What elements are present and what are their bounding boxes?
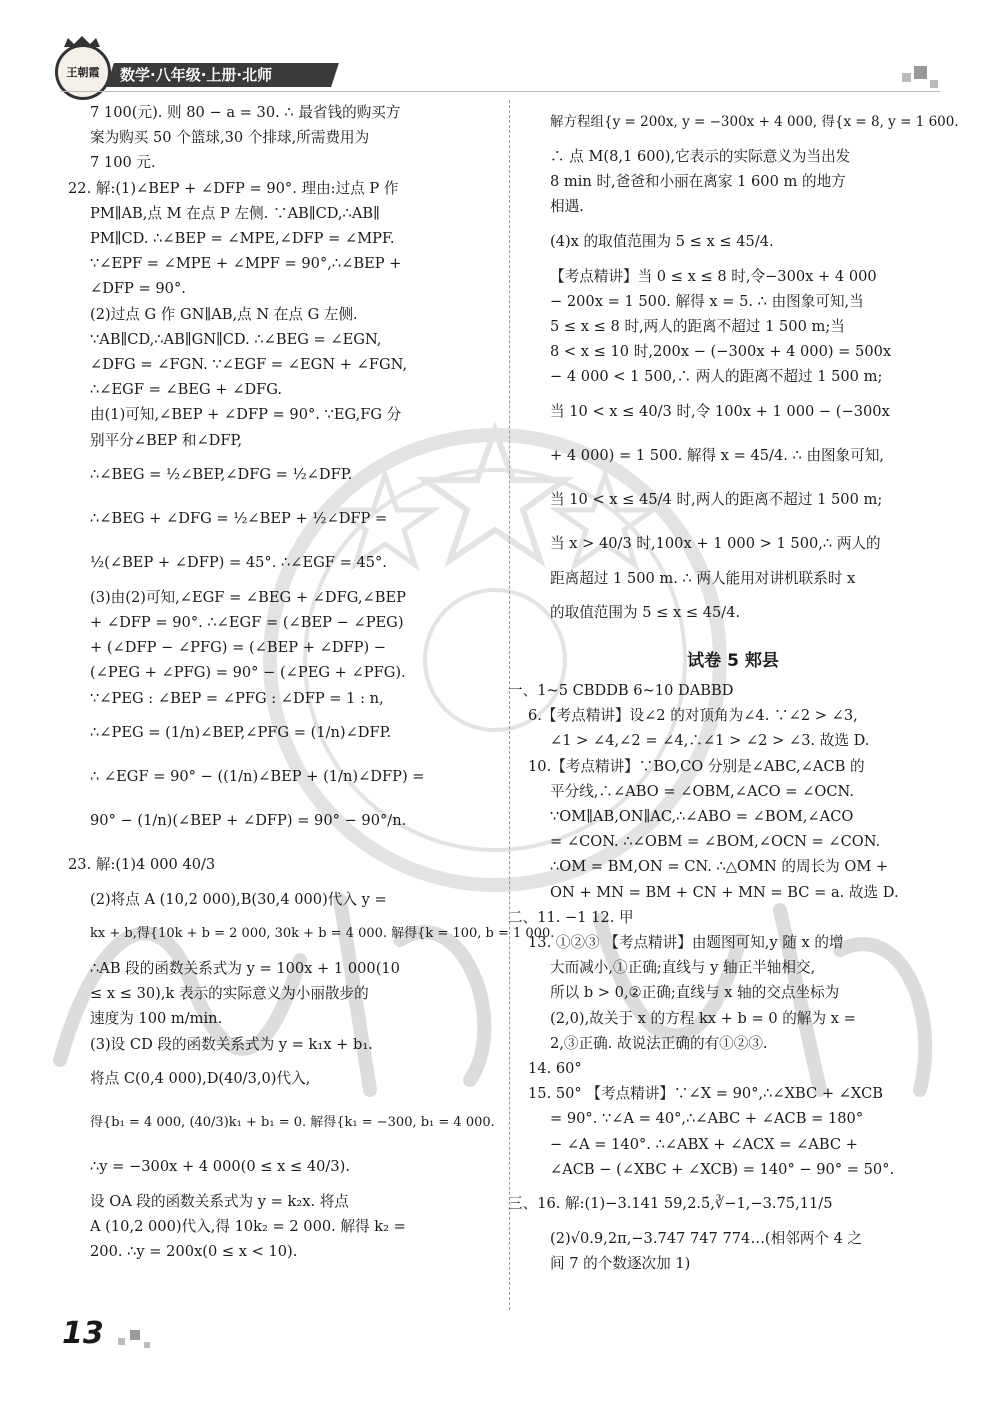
text-line: (3)设 CD 段的函数关系式为 y = k₁x + b₁. (90, 1035, 373, 1053)
text-line: A (10,2 000)代入,得 10k₂ = 2 000. 解得 k₂ = (90, 1218, 406, 1236)
text-line: ∠DFP = 90°. (90, 280, 186, 298)
text-line: (2)将点 A (10,2 000),B(30,4 000)代入 y = (90, 890, 387, 908)
decor-square (930, 80, 938, 88)
text-line: 6.【考点精讲】设∠2 的对顶角为∠4. ∵∠2 > ∠3, (528, 707, 858, 725)
text-line: 三、16. 解:(1)−3.141 59,2.5̇,∛−1,−3.7̇5̇,11/5 (508, 1195, 833, 1213)
text-line: − 4 000 < 1 500,∴ 两人的距离不超过 1 500 m; (550, 368, 883, 386)
text-line: ∴AB 段的函数关系式为 y = 100x + 1 000(10 (90, 960, 400, 978)
column-divider (509, 100, 510, 1310)
logo-text: 王朝霞 (66, 66, 100, 79)
text-line: (2)√0.9,2π,−3.747 747 774…(相邻两个 4 之 (550, 1230, 863, 1248)
text-line: ∴∠BEG = ½∠BEP,∠DFG = ½∠DFP. (90, 465, 353, 483)
text-line: 200. ∴y = 200x(0 ≤ x < 10). (90, 1243, 298, 1261)
text-line: 二、11. −1 12. 甲 (508, 908, 634, 926)
text-line: 解方程组{y = 200x, y = −300x + 4 000, 得{x = 8, y = 1 600. (550, 114, 959, 130)
text-line: 当 10 < x ≤ 40/3 时,令 100x + 1 000 − (−300x (550, 402, 890, 420)
text-line: ∴∠PEG = (1/n)∠BEP,∠PFG = (1/n)∠DFP. (90, 723, 392, 741)
text-line: 15. 50° 【考点精讲】∵∠X = 90°,∴∠XBC + ∠XCB (528, 1085, 883, 1103)
text-line: 22. 解:(1)∠BEP + ∠DFP = 90°. 理由:过点 P 作 (68, 179, 399, 197)
text-line: + ∠DFP = 90°. ∴∠EGF = (∠BEP − ∠PEG) (90, 614, 404, 632)
text-line: + 4 000) = 1 500. 解得 x = 45/4. ∴ 由图象可知, (550, 446, 885, 464)
text-line: 7 100(元). 则 80 − a = 30. ∴ 最省钱的购买方 (90, 104, 401, 121)
text-line: ∴ 点 M(8,1 600),它表示的实际意义为当出发 (550, 148, 851, 165)
text-line: (∠PEG + ∠PFG) = 90° − (∠PEG + ∠PFG). (90, 664, 406, 682)
text-line: ∴OM = BM,ON = CN. ∴△OMN 的周长为 OM + (550, 858, 889, 876)
text-line: ∵∠PEG : ∠BEP = ∠PFG : ∠DFP = 1 : n, (90, 689, 384, 707)
text-line: ∴∠EGF = ∠BEG + ∠DFG. (90, 381, 283, 399)
text-line: ∵OM∥AB,ON∥AC,∴∠ABO = ∠BOM,∠ACO (550, 808, 854, 826)
section-title: 试卷 5 郏县 (687, 650, 779, 671)
header-rule (60, 91, 940, 92)
text-line: 的取值范围为 5 ≤ x ≤ 45/4. (550, 603, 741, 621)
text-line: ∴y = −300x + 4 000(0 ≤ x ≤ 40/3). (90, 1157, 350, 1175)
text-line: 7 100 元. (90, 154, 156, 172)
text-line: 别平分∠BEP 和∠DFP, (90, 431, 242, 449)
text-line: PM∥CD. ∴∠BEP = ∠MPE,∠DFP = ∠MPF. (90, 230, 395, 248)
text-line: kx + b,得{10k + b = 2 000, 30k + b = 4 000. 解得{k = 100, b = 1 000. (90, 926, 555, 942)
text-line: 13. ①②③ 【考点精讲】由题图可知,y 随 x 的增 (528, 934, 844, 952)
text-line: 一、1~5 CBDDB 6~10 DABBD (508, 682, 734, 700)
text-line: = 90°. ∵∠A = 40°,∴∠ABC + ∠ACB = 180° (550, 1110, 864, 1128)
text-line: 大而减小,①正确;直线与 y 轴正半轴相交, (550, 959, 816, 977)
text-line: 10.【考点精讲】∵BO,CO 分别是∠ABC,∠ACB 的 (528, 757, 865, 775)
text-line: 【考点精讲】当 0 ≤ x ≤ 8 时,令−300x + 4 000 (550, 267, 877, 285)
right-column (508, 100, 959, 1277)
text-line: 将点 C(0,4 000),D(40/3,0)代入, (90, 1069, 311, 1087)
text-line: ∴∠BEG + ∠DFG = ½∠BEP + ½∠DFP = (90, 509, 388, 527)
page-number: 13 (62, 1316, 104, 1351)
text-line: ∠ACB − (∠XBC + ∠XCB) = 140° − 90° = 50°. (550, 1160, 895, 1178)
text-line: ∠DFG = ∠FGN. ∵∠EGF = ∠EGN + ∠FGN, (90, 356, 408, 374)
text-line: (2,0),故关于 x 的方程 kx + b = 0 的解为 x = (550, 1009, 856, 1027)
text-line: 14. 60° (528, 1060, 582, 1078)
text-line: ∵∠EPF = ∠MPE + ∠MPF = 90°,∴∠BEP + (90, 255, 402, 273)
text-line: 相遇. (550, 198, 584, 216)
text-line: ≤ x ≤ 30),k 表示的实际意义为小丽散步的 (90, 985, 369, 1003)
text-line: 速度为 100 m/min. (90, 1010, 223, 1028)
text-line: 当 x > 40/3 时,100x + 1 000 > 1 500,∴ 两人的 (550, 534, 881, 552)
decor-square (914, 66, 927, 79)
text-line: 案为购买 50 个篮球,30 个排球,所需费用为 (90, 129, 370, 147)
text-line: 23. 解:(1)4 000 40/3 (68, 855, 216, 873)
text-line: ∴ ∠EGF = 90° − ((1/n)∠BEP + (1/n)∠DFP) = (90, 767, 425, 785)
text-line: 所以 b > 0,②正确;直线与 x 轴的交点坐标为 (550, 984, 840, 1002)
text-line: − ∠A = 140°. ∴∠ABX + ∠ACX = ∠ABC + (550, 1135, 858, 1153)
decor-square (130, 1330, 140, 1340)
text-line: ∵AB∥CD,∴AB∥GN∥CD. ∴∠BEG = ∠EGN, (90, 330, 382, 348)
book-title: 数学·八年级·上册·北师 (120, 66, 273, 84)
text-line: 90° − (1/n)(∠BEP + ∠DFP) = 90° − 90°/n. (90, 811, 407, 829)
text-line: 8 min 时,爸爸和小丽在离家 1 600 m 的地方 (550, 173, 846, 191)
text-line: 间 7 的个数逐次加 1) (550, 1255, 691, 1273)
text-line: = ∠CON. ∴∠OBM = ∠BOM,∠OCN = ∠CON. (550, 833, 881, 851)
text-line: 当 10 < x ≤ 45/4 时,两人的距离不超过 1 500 m; (550, 490, 883, 508)
text-line: (3)由(2)可知,∠EGF = ∠BEG + ∠DFG,∠BEP (90, 588, 406, 606)
text-line: 由(1)可知,∠BEP + ∠DFP = 90°. ∵EG,FG 分 (90, 406, 402, 424)
text-line: ∠1 > ∠4,∠2 = ∠4,∴∠1 > ∠2 > ∠3. 故选 D. (550, 732, 870, 750)
decor-square (902, 73, 911, 82)
text-line: 8 < x ≤ 10 时,200x − (−300x + 4 000) = 500x (550, 343, 892, 361)
text-line: 得{b₁ = 4 000, (40/3)k₁ + b₁ = 0. 解得{k₁ = −300, b₁ = 4 000. (90, 1114, 495, 1130)
text-line: − 200x = 1 500. 解得 x = 5. ∴ 由图象可知,当 (550, 292, 864, 310)
text-line: + (∠DFP − ∠PFG) = (∠BEP + ∠DFP) − (90, 639, 387, 657)
text-line: (2)过点 G 作 GN∥AB,点 N 在点 G 左侧. (90, 305, 358, 323)
page-header (0, 0, 1000, 100)
decor-square (144, 1342, 150, 1348)
text-line: ½(∠BEP + ∠DFP) = 45°. ∴∠EGF = 45°. (90, 553, 387, 571)
book-title-bar (106, 63, 339, 87)
text-line: 距离超过 1 500 m. ∴ 两人能用对讲机联系时 x (550, 569, 856, 587)
text-line: ON + MN = BM + CN + MN = BC = a. 故选 D. (550, 883, 899, 901)
text-line: (4)x 的取值范围为 5 ≤ x ≤ 45/4. (550, 232, 774, 250)
text-line: 5 ≤ x ≤ 8 时,两人的距离不超过 1 500 m;当 (550, 318, 845, 336)
text-line: 设 OA 段的函数关系式为 y = k₂x. 将点 (90, 1192, 349, 1210)
text-line: 2,③正确. 故说法正确的有①②③. (550, 1034, 768, 1052)
text-line: 平分线,∴∠ABO = ∠OBM,∠ACO = ∠OCN. (550, 782, 854, 800)
text-line: PM∥AB,点 M 在点 P 左侧. ∵AB∥CD,∴AB∥ (90, 204, 380, 222)
decor-square (118, 1338, 125, 1345)
